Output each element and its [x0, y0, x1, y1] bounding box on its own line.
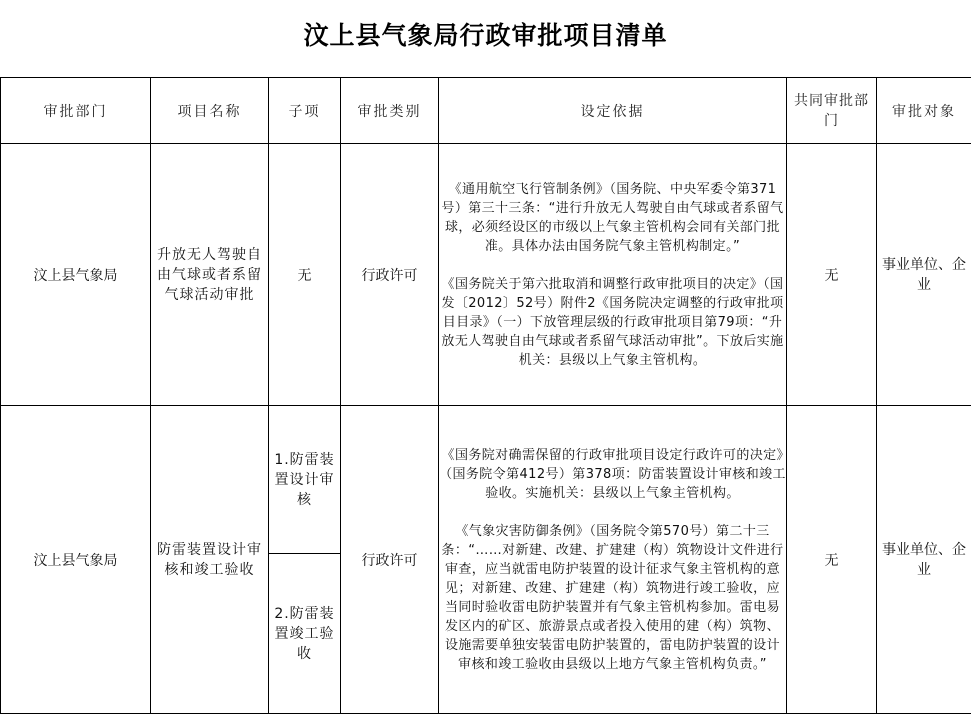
co-dept-cell: 无	[787, 144, 877, 406]
basis-paragraph: 《国务院关于第六批取消和调整行政审批项目的决定》（国发〔2012〕52号）附件2《国务院决定调整的行政审批项目目录》（一）下放管理层级的行政审批项目第79项：“升放无人驾驶自由气球或者系留气球活动审批”。下放后实施机关：县级以上气象主管机构。	[441, 276, 784, 368]
header-dept: 审批部门	[1, 78, 151, 144]
table-header-row	[1, 78, 971, 144]
header-sub-item: 子项	[269, 78, 341, 144]
sub-item-cell: 无	[269, 144, 341, 406]
sub-item-cell: 2.防雷装置竣工验收	[269, 554, 341, 714]
header-co-dept	[787, 78, 877, 144]
co-dept-cell: 无	[787, 406, 877, 714]
header-co-dept-label: 共同审批部门	[794, 92, 869, 129]
project-name-cell: 升放无人驾驶自由气球或者系留气球活动审批	[151, 144, 269, 406]
header-target: 审批对象	[877, 78, 971, 144]
target-cell: 事业单位、企业	[877, 406, 971, 714]
target-cell: 事业单位、企业	[877, 144, 971, 406]
header-category: 审批类别	[341, 78, 439, 144]
project-name-cell: 防雷装置设计审核和竣工验收	[151, 406, 269, 714]
table-row	[1, 144, 971, 406]
category-cell: 行政许可	[341, 406, 439, 714]
dept-cell: 汶上县气象局	[1, 406, 151, 714]
basis-paragraph: 《气象灾害防御条例》（国务院令第570号）第二十三条：“……对新建、改建、扩建建（构）筑物设计文件进行审查，应当就雷电防护装置的设计征求气象主管机构的意见；对新建、改建、扩建建（构）筑物进行竣工验收，应当同时验收雷电防护装置并有气象主管机构参加。雷电易发区内的矿区、旅游景点或者投入使用的建（构）筑物、设施需要单独安装雷电防护装置的，雷电防护装置的设计审核和竣工验收由县级以上地方气象主管机构负责。”	[441, 523, 784, 672]
basis-paragraph: 《国务院对确需保留的行政审批项目设定行政许可的决定》（国务院令第412号）第378项：防雷装置设计审核和竣工验收。实施机关：县级以上气象主管机构。	[439, 447, 786, 501]
category-cell: 行政许可	[341, 144, 439, 406]
table-row	[1, 406, 971, 554]
header-basis: 设定依据	[439, 78, 787, 144]
approval-table	[0, 77, 971, 714]
basis-cell	[439, 144, 787, 406]
dept-cell: 汶上县气象局	[1, 144, 151, 406]
page-title: 汶上县气象局行政审批项目清单	[303, 21, 668, 50]
sub-item-cell: 1.防雷装置设计审核	[269, 406, 341, 554]
header-project: 项目名称	[151, 78, 269, 144]
basis-paragraph: 《通用航空飞行管制条例》（国务院、中央军委令第371号）第三十三条：“进行升放无人驾驶自由气球或者系留气球，必须经设区的市级以上气象主管机构会同有关部门批准。具体办法由国务院气象主管机构制定。”	[441, 181, 784, 254]
basis-cell	[439, 406, 787, 714]
